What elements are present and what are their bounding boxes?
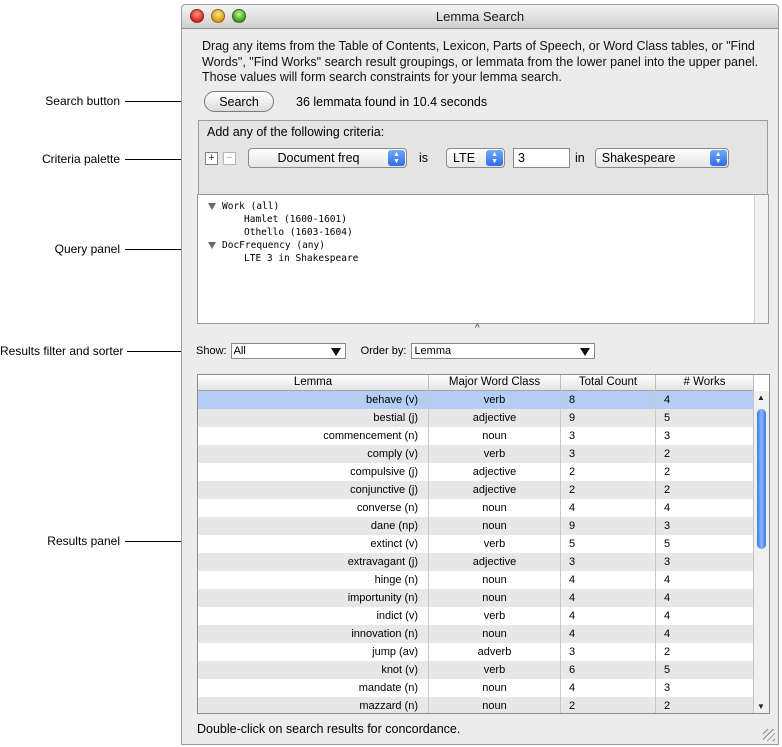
column-header-total-count[interactable]: Total Count	[561, 375, 656, 391]
remove-criterion-button[interactable]: −	[223, 152, 236, 165]
results-table	[197, 374, 770, 714]
works-count-cell: 4	[656, 625, 754, 643]
lemma-cell: knot (v)	[198, 661, 429, 679]
word-class-cell: noun	[429, 625, 561, 643]
table-row[interactable]	[198, 517, 754, 535]
table-row[interactable]	[198, 625, 754, 643]
total-count-cell: 4	[561, 499, 656, 517]
table-row[interactable]	[198, 445, 754, 463]
total-count-cell: 2	[561, 481, 656, 499]
window-controls	[190, 9, 246, 23]
zoom-icon[interactable]	[232, 9, 246, 23]
table-row[interactable]	[198, 697, 754, 714]
operator-select[interactable]	[446, 148, 505, 168]
works-count-cell: 2	[656, 445, 754, 463]
footer-hint: Double-click on search results for concordance.	[197, 722, 461, 736]
query-item[interactable]	[244, 253, 358, 264]
table-row[interactable]	[198, 391, 754, 409]
lemma-search-window	[181, 4, 779, 745]
word-class-cell: verb	[429, 661, 561, 679]
total-count-cell: 4	[561, 625, 656, 643]
table-row[interactable]	[198, 499, 754, 517]
works-count-cell: 4	[656, 589, 754, 607]
criteria-row	[205, 148, 729, 168]
add-criterion-button[interactable]: +	[205, 152, 218, 165]
updown-arrows-icon: ▲ ▼	[388, 150, 405, 166]
scope-select[interactable]	[595, 148, 729, 168]
lemma-cell: commencement (n)	[198, 427, 429, 445]
criteria-title: Add any of the following criteria:	[207, 125, 385, 139]
total-count-cell: 4	[561, 607, 656, 625]
word-class-cell: verb	[429, 607, 561, 625]
table-row[interactable]	[198, 481, 754, 499]
table-row[interactable]	[198, 571, 754, 589]
close-icon[interactable]	[190, 9, 204, 23]
annotation-results	[0, 534, 191, 548]
resize-grip-icon[interactable]	[763, 729, 775, 741]
table-row[interactable]	[198, 553, 754, 571]
show-select-value: All	[233, 345, 246, 357]
word-class-cell: noun	[429, 499, 561, 517]
query-item-label: LTE 3 in Shakespeare	[244, 253, 359, 264]
word-class-cell: verb	[429, 391, 561, 409]
column-header-works[interactable]: # Works	[656, 375, 754, 391]
works-count-cell: 5	[656, 409, 754, 427]
table-body	[198, 391, 754, 714]
word-class-cell: noun	[429, 427, 561, 445]
works-count-cell: 5	[656, 661, 754, 679]
lemma-cell: bestial (j)	[198, 409, 429, 427]
show-label: Show:	[196, 345, 227, 357]
word-class-cell: adjective	[429, 463, 561, 481]
table-row[interactable]	[198, 589, 754, 607]
table-row[interactable]	[198, 409, 754, 427]
annotation-search	[0, 94, 191, 108]
works-count-cell: 4	[656, 499, 754, 517]
query-item[interactable]	[208, 240, 325, 251]
total-count-cell: 9	[561, 409, 656, 427]
works-count-cell: 2	[656, 697, 754, 714]
column-header-lemma[interactable]: Lemma	[198, 375, 429, 391]
total-count-cell: 2	[561, 463, 656, 481]
dropdown-arrow-icon	[580, 348, 590, 356]
lemma-cell: converse (n)	[198, 499, 429, 517]
table-row[interactable]	[198, 643, 754, 661]
lemma-cell: extinct (v)	[198, 535, 429, 553]
query-panel[interactable]	[197, 194, 769, 324]
table-row[interactable]	[198, 427, 754, 445]
works-count-cell: 3	[656, 517, 754, 535]
annotation-filter	[0, 344, 191, 358]
table-row[interactable]	[198, 661, 754, 679]
lemma-cell: behave (v)	[198, 391, 429, 409]
query-item-label: Othello (1603-1604)	[244, 227, 353, 238]
word-class-cell: adjective	[429, 409, 561, 427]
operator-select-value: LTE	[453, 151, 476, 165]
word-class-cell: noun	[429, 517, 561, 535]
works-count-cell: 2	[656, 463, 754, 481]
annotation-query	[0, 242, 191, 256]
annotation-label: Query panel	[54, 242, 120, 256]
annotation-label: Results panel	[47, 534, 120, 548]
criteria-palette	[198, 120, 768, 194]
field-select-value: Document freq	[277, 151, 360, 165]
lemma-cell: importunity (n)	[198, 589, 429, 607]
word-class-cell: noun	[429, 679, 561, 697]
order-label: Order by:	[360, 345, 407, 357]
updown-arrows-icon: ▲ ▼	[710, 150, 727, 166]
lemma-cell: hinge (n)	[198, 571, 429, 589]
works-count-cell: 4	[656, 391, 754, 409]
total-count-cell: 9	[561, 517, 656, 535]
value-input[interactable]: 3	[513, 148, 570, 168]
disclosure-triangle-icon[interactable]	[208, 203, 216, 210]
dropdown-arrow-icon	[331, 348, 341, 356]
order-select[interactable]	[411, 343, 595, 359]
total-count-cell: 6	[561, 661, 656, 679]
annotation-label: Criteria palette	[41, 152, 120, 166]
scroll-up-icon[interactable]: ▲	[757, 393, 765, 402]
word-class-cell: noun	[429, 589, 561, 607]
disclosure-triangle-icon[interactable]	[208, 242, 216, 249]
total-count-cell: 3	[561, 643, 656, 661]
word-class-cell: verb	[429, 445, 561, 463]
query-scrollbar[interactable]	[754, 195, 768, 323]
scroll-thumb[interactable]	[757, 409, 766, 549]
query-item[interactable]	[244, 227, 353, 238]
table-row[interactable]	[198, 463, 754, 481]
column-header-word-class[interactable]: Major Word Class	[429, 375, 561, 391]
lemma-cell: comply (v)	[198, 445, 429, 463]
minimize-icon[interactable]	[211, 9, 225, 23]
search-status: 36 lemmata found in 10.4 seconds	[296, 94, 488, 109]
lemma-cell: jump (av)	[198, 643, 429, 661]
query-item-label: Hamlet (1600-1601)	[244, 214, 347, 225]
word-class-cell: noun	[429, 571, 561, 589]
is-label: is	[419, 151, 429, 165]
works-count-cell: 2	[656, 643, 754, 661]
in-label: in	[575, 151, 585, 165]
word-class-cell: noun	[429, 697, 561, 714]
word-class-cell: adjective	[429, 553, 561, 571]
lemma-cell: indict (v)	[198, 607, 429, 625]
total-count-cell: 2	[561, 697, 656, 714]
window-title: Lemma Search	[435, 9, 525, 24]
works-count-cell: 4	[656, 571, 754, 589]
scope-select-value: Shakespeare	[601, 151, 676, 165]
scroll-down-icon[interactable]: ▼	[757, 702, 765, 711]
lemma-cell: conjunctive (j)	[198, 481, 429, 499]
annotation-label: Results filter and sorter	[0, 344, 124, 358]
lemma-cell: compulsive (j)	[198, 463, 429, 481]
works-count-cell: 3	[656, 427, 754, 445]
works-count-cell: 3	[656, 679, 754, 697]
query-item-label: DocFrequency (any)	[222, 240, 325, 251]
search-button[interactable]: Search	[204, 91, 274, 112]
order-select-value: Lemma	[414, 345, 452, 357]
total-count-cell: 4	[561, 571, 656, 589]
query-item-label: Work (all)	[222, 201, 280, 212]
table-header	[198, 375, 754, 391]
total-count-cell: 3	[561, 445, 656, 463]
works-count-cell: 5	[656, 535, 754, 553]
table-row[interactable]	[198, 679, 754, 697]
total-count-cell: 8	[561, 391, 656, 409]
total-count-cell: 4	[561, 679, 656, 697]
works-count-cell: 3	[656, 553, 754, 571]
lemma-cell: mandate (n)	[198, 679, 429, 697]
query-item[interactable]	[208, 201, 279, 212]
annotation-criteria	[0, 152, 191, 166]
search-row	[204, 91, 487, 112]
word-class-cell: adjective	[429, 481, 561, 499]
works-count-cell: 2	[656, 481, 754, 499]
splitter-handle-icon[interactable]: ^	[475, 323, 480, 334]
total-count-cell: 4	[561, 589, 656, 607]
lemma-cell: mazzard (n)	[198, 697, 429, 714]
table-row[interactable]	[198, 535, 754, 553]
title-bar[interactable]	[182, 5, 778, 29]
table-row[interactable]	[198, 607, 754, 625]
total-count-cell: 3	[561, 553, 656, 571]
results-scrollbar[interactable]	[753, 391, 769, 713]
word-class-cell: adverb	[429, 643, 561, 661]
show-select[interactable]	[231, 343, 346, 359]
query-item[interactable]	[244, 214, 347, 225]
field-select[interactable]	[248, 148, 407, 168]
instructions-text: Drag any items from the Table of Contents, Lexicon, Parts of Speech, or Word Class tables, or "Find Words", "Find Works" search result groupings, or lemmata from the lower panel into the upper panel. Those values will form search constraints for your lemma search.	[202, 39, 759, 84]
results-filter-sorter	[196, 343, 595, 359]
total-count-cell: 3	[561, 427, 656, 445]
lemma-cell: innovation (n)	[198, 625, 429, 643]
total-count-cell: 5	[561, 535, 656, 553]
lemma-cell: dane (np)	[198, 517, 429, 535]
annotation-label: Search button	[45, 94, 120, 108]
lemma-cell: extravagant (j)	[198, 553, 429, 571]
works-count-cell: 4	[656, 607, 754, 625]
updown-arrows-icon: ▲ ▼	[486, 150, 503, 166]
word-class-cell: verb	[429, 535, 561, 553]
